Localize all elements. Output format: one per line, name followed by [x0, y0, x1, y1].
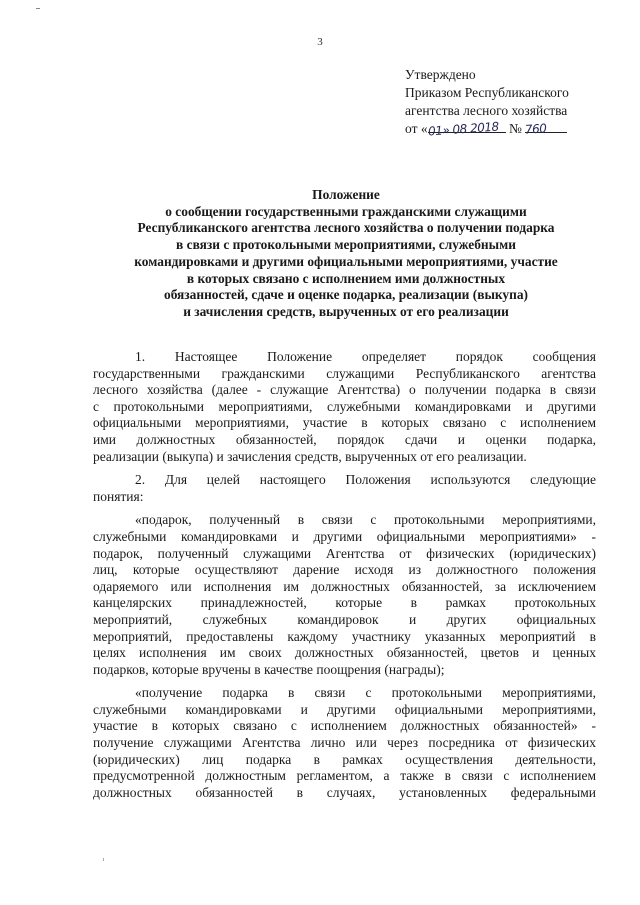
- paragraph-line: ими должностных обязанностей, порядок сдачи и оценки подарка,: [93, 431, 596, 447]
- title-line: обязанностей, сдаче и оценке подарка, реализации (выкупа): [164, 287, 528, 303]
- paragraph: [93, 472, 596, 505]
- title-line: в связи с протокольными мероприятиями, служебными: [176, 237, 516, 253]
- paragraph-line: служебными командировками и другими официальными мероприятиями» -: [93, 528, 596, 544]
- paragraph-line: участие в которых связано с исполнением должностных обязанностей» -: [93, 718, 596, 734]
- title-line: и зачисления средств, вырученных от его реализации: [183, 303, 509, 319]
- paragraph-spacer: [93, 678, 596, 685]
- paragraph-line: лесного хозяйства (далее - служащие Агентства) о получении подарка в связи: [93, 382, 596, 398]
- paragraph-line: «получение подарка в связи с протокольными мероприятиями,: [135, 685, 596, 701]
- paragraph-line: целях исполнения им своих должностных обязанностей, цветов и ценных: [93, 645, 596, 661]
- paragraph-line: «подарок, полученный в связи с протокольными мероприятиями,: [135, 512, 596, 528]
- paragraph-line: реализации (выкупа) и зачисления средств, вырученных от его реализации.: [93, 448, 527, 464]
- document-title: [96, 187, 596, 321]
- paragraph-line: получение служащими Агентства лично или через посредника от физических: [93, 735, 596, 751]
- paragraph-line: лиц, которые осуществляют дарение исходя из должностного положения: [93, 562, 596, 578]
- paragraph-line: одаряемого или исполнения им должностных обязанностей, за исключением: [93, 578, 596, 594]
- paragraph-line: подарков, которые вручены в качестве поощрения (награды);: [93, 661, 445, 677]
- paragraph-line: подарок, полученный служащими Агентства от физических (юридических): [93, 545, 596, 561]
- scan-mark: [36, 8, 40, 9]
- paragraph-spacer: [93, 465, 596, 472]
- paragraph-line: служебными командировками и другими официальными мероприятиями,: [93, 701, 596, 717]
- approval-order: Приказом Республиканского: [405, 85, 569, 100]
- paragraph-line: мероприятий, служебных командировок и других официальных: [93, 611, 596, 627]
- paragraph-spacer: [93, 505, 596, 512]
- paragraph-line: мероприятий, предоставлены каждому участнику указанных мероприятий в: [93, 628, 596, 644]
- title-line: о сообщении государственными гражданскими служащими: [165, 203, 527, 219]
- paragraph-line: понятия:: [93, 488, 144, 504]
- title-heading: Положение: [312, 187, 380, 202]
- title-line: командировками и другими официальными мероприятиями, участие: [134, 253, 558, 269]
- document-body: [93, 349, 596, 801]
- paragraph-line: 1. Настоящее Положение определяет порядок сообщения: [135, 349, 596, 364]
- scan-mark: [103, 858, 104, 861]
- paragraph-line: официальными мероприятиями, участие в которых связано с исполнением: [93, 415, 596, 431]
- paragraph-line: с протокольными мероприятиями, служебными командировками и другими: [93, 398, 596, 414]
- paragraph-line: государственными гражданскими служащими Республиканского агентства: [93, 365, 596, 381]
- handwritten-number: 760: [524, 121, 548, 137]
- paragraph-line: канцелярских принадлежностей, которые в рамках протокольных: [93, 595, 596, 611]
- title-line: Республиканского агентства лесного хозяйства о получении подарка: [137, 220, 555, 236]
- handwritten-date-field: [427, 119, 506, 139]
- paragraph-line: 2. Для целей настоящего Положения используются следующие: [135, 472, 596, 488]
- approval-heading: Утверждено: [405, 67, 476, 82]
- handwritten-number-field: [524, 120, 567, 137]
- approval-agency: агентства лесного хозяйства: [405, 103, 568, 118]
- paragraph: [93, 349, 596, 465]
- number-label: №: [508, 121, 522, 136]
- title-line: в которых связано с исполнением ими должностных: [186, 270, 506, 286]
- handwritten-date: 01» 08 2018: [427, 119, 499, 139]
- approval-date-line: [405, 120, 569, 138]
- paragraph-line: предусмотренной должностным регламентом, а также в связи с исполнением: [93, 768, 596, 784]
- paragraph-line: должностных обязанностей в случаях, установленных федеральными: [93, 784, 596, 800]
- paragraph: [93, 685, 596, 801]
- date-prefix: от «: [405, 121, 428, 136]
- paragraph-line: (юридических) лиц подарка в рамках осуществления деятельности,: [93, 751, 596, 767]
- paragraph: [93, 512, 596, 678]
- approval-stamp-block: [405, 66, 569, 138]
- page-number: 3: [317, 36, 323, 48]
